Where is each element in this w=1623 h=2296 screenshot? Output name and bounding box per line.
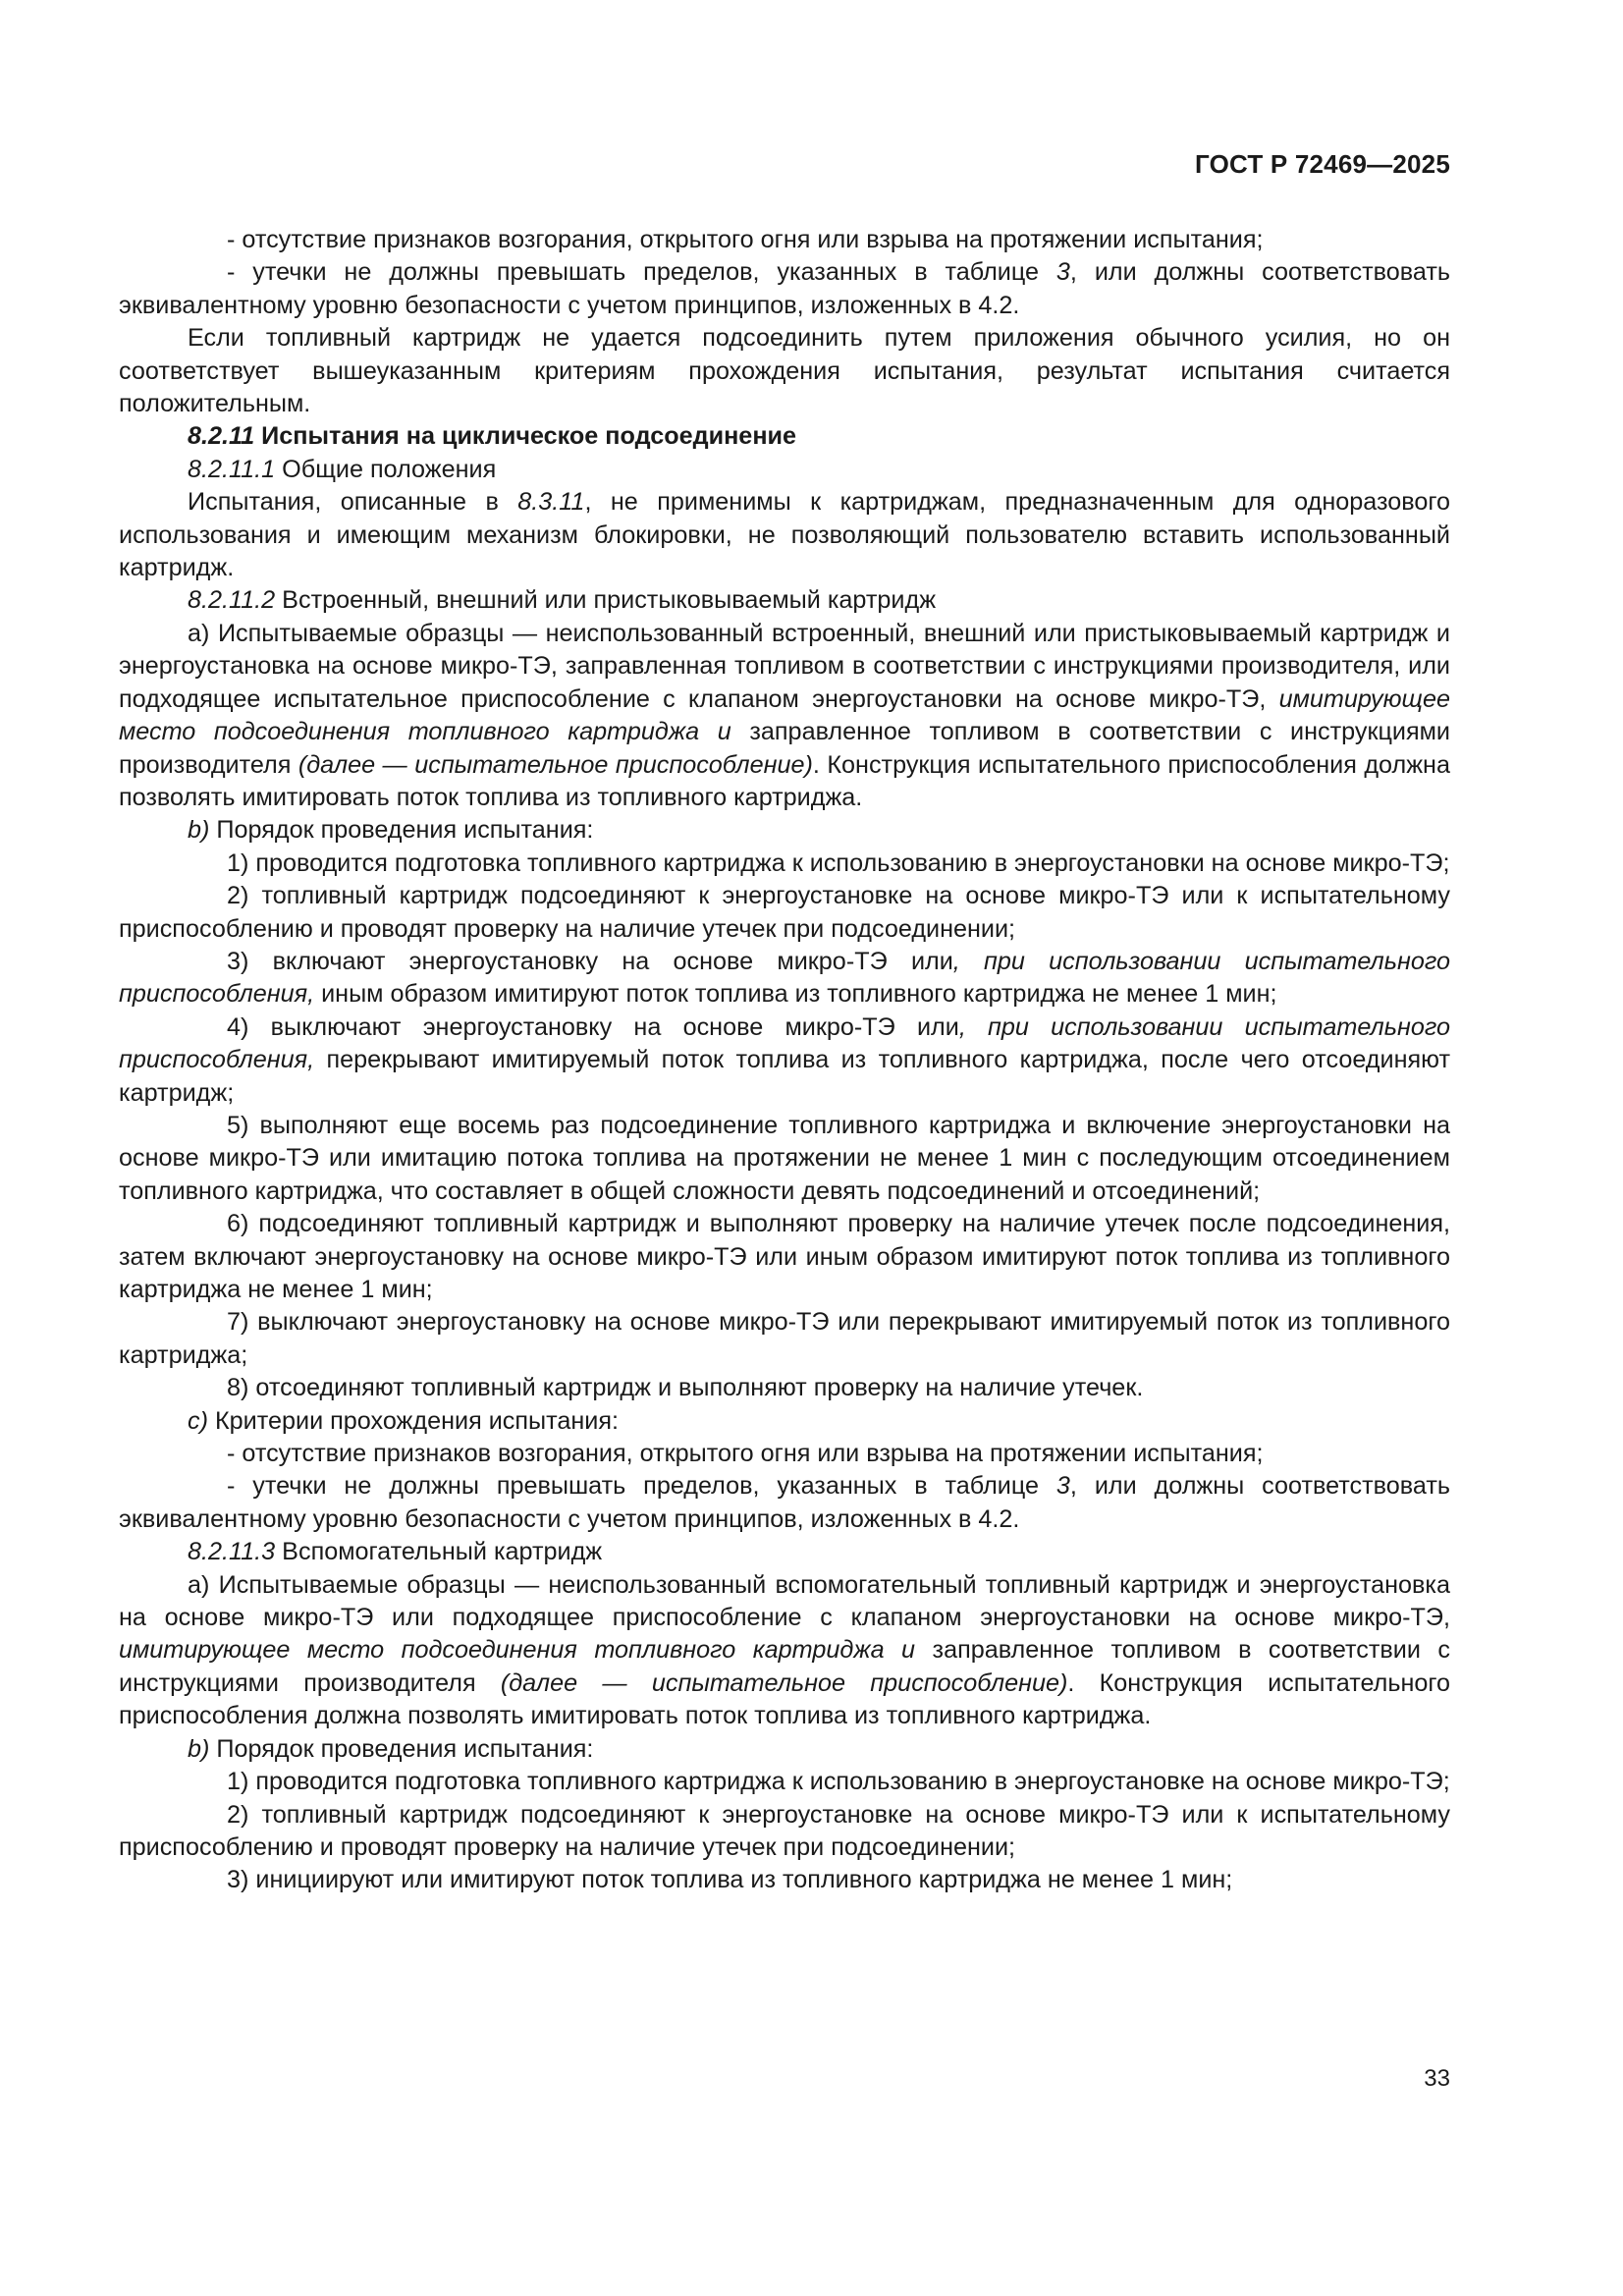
step-item: 3) инициируют или имитируют поток топлива из топливного картриджа не менее 1 мин; bbox=[227, 1866, 1233, 1894]
step-item: 7) выключают энергоустановку на основе микро-ТЭ или перекрывают имитируемый поток из топливного картриджа; bbox=[119, 1308, 1450, 1369]
document-body bbox=[119, 224, 1450, 1897]
step-item: 1) проводится подготовка топливного картриджа к использованию в энергоустановке на основе микро-ТЭ; bbox=[227, 1768, 1450, 1796]
paragraph: Испытания, описанные в 8.3.11, не применимы к картриджам, предназначенным для одноразового использования и имеющим механизм блокировки, не позволяющий пользователю вставить использованный картридж. bbox=[119, 488, 1450, 582]
step-item: 1) проводится подготовка топливного картриджа к использованию в энергоустановки на основе микро-ТЭ; bbox=[227, 848, 1450, 877]
criterion-leaks: - утечки не должны превышать пределов, указанных в таблице 3, или должны соответствовать эквивалентному уровню безопасности с учетом принципов, изложенных в 4.2. bbox=[119, 1472, 1450, 1533]
subsection-heading: 8.2.11.1 Общие положения bbox=[188, 455, 497, 483]
list-item-b: b) Порядок проведения испытания: bbox=[188, 816, 594, 845]
step-item: 3) включают энергоустановку на основе микро-ТЭ или, при использовании испытательного приспособления, иным образом имитируют поток топлива из топливного картриджа не менее 1 мин; bbox=[119, 947, 1450, 1009]
criterion-no-fire: - отсутствие признаков возгорания, открытого огня или взрыва на протяжении испытания; bbox=[227, 1440, 1264, 1468]
step-item: 8) отсоединяют топливный картридж и выполняют проверку на наличие утечек. bbox=[227, 1374, 1144, 1402]
document-id: ГОСТ Р 72469—2025 bbox=[1195, 149, 1450, 179]
subsection-heading: 8.2.11.2 Встроенный, внешний или пристыковываемый картридж bbox=[188, 586, 937, 615]
step-item: 4) выключают энергоустановку на основе микро-ТЭ или, при использовании испытательного приспособления, перекрывают имитируемый поток топлива из топливного картриджа, после чего отсоединяют картридж; bbox=[119, 1012, 1450, 1107]
list-item-b: b) Порядок проведения испытания: bbox=[188, 1734, 594, 1763]
step-item: 6) подсоединяют топливный картридж и выполняют проверку на наличие утечек после подсоединения, затем включают энергоустановку на основе микро-ТЭ или иным образом имитируют поток топлива из топливного картриджа не менее 1 мин; bbox=[119, 1210, 1450, 1303]
page-number: 33 bbox=[1424, 2065, 1450, 2092]
step-item: 2) топливный картридж подсоединяют к энергоустановке на основе микро-ТЭ или к испытательному приспособлению и проводят проверку на наличие утечек при подсоединении; bbox=[119, 882, 1450, 943]
step-item: 5) выполняют еще восемь раз подсоединение топливного картриджа и включение энергоустановки на основе микро-ТЭ или имитацию потока топлива на протяжении не менее 1 мин с последующим отсоединением топливного картриджа, что составляет в общей сложности девять подсоединений и отсоединений; bbox=[119, 1111, 1450, 1205]
criterion-no-fire: - отсутствие признаков возгорания, открытого огня или взрыва на протяжении испытания; bbox=[227, 226, 1264, 253]
list-item-a: a) Испытываемые образцы — неиспользованный встроенный, внешний или пристыковываемый картридж и энергоустановка на основе микро-ТЭ, заправленная топливом в соответствии с инструкциями производителя, или подходящее испытательное приспособление с клапаном энергоустановки на основе микро-ТЭ, имитирующее место подсоединения топливного картриджа и заправленное топливом в соответствии с инструкциями производителя (далее — испытательное приспособление). Конструкция испытательного приспособления должна позволять имитировать поток топлива из топливного картриджа. bbox=[119, 619, 1450, 811]
paragraph: Если топливный картридж не удается подсоединить путем приложения обычного усилия, но он соответствует вышеуказанным критериям прохождения испытания, результат испытания считается положительным. bbox=[119, 324, 1450, 418]
section-heading: 8.2.11 Испытания на циклическое подсоединение bbox=[188, 422, 797, 451]
list-item-a: a) Испытываемые образцы — неиспользованный вспомогательный топливный картридж и энергоустановка на основе микро-ТЭ или подходящее приспособление с клапаном энергоустановки на основе микро-ТЭ, имитирующее место подсоединения топливного картриджа и заправленное топливом в соответствии с инструкциями производителя (далее — испытательное приспособление). Конструкция испытательного приспособления должна позволять имитировать поток топлива из топливного картриджа. bbox=[119, 1570, 1451, 1730]
step-item: 2) топливный картридж подсоединяют к энергоустановке на основе микро-ТЭ или к испытательному приспособлению и проводят проверку на наличие утечек при подсоединении; bbox=[119, 1800, 1450, 1861]
subsection-heading: 8.2.11.3 Вспомогательный картридж bbox=[188, 1538, 603, 1566]
list-item-c: c) Критерии прохождения испытания: bbox=[188, 1406, 620, 1435]
criterion-leaks: - утечки не должны превышать пределов, указанных в таблице 3, или должны соответствовать эквивалентному уровню безопасности с учетом принципов, изложенных в 4.2. bbox=[119, 258, 1450, 319]
